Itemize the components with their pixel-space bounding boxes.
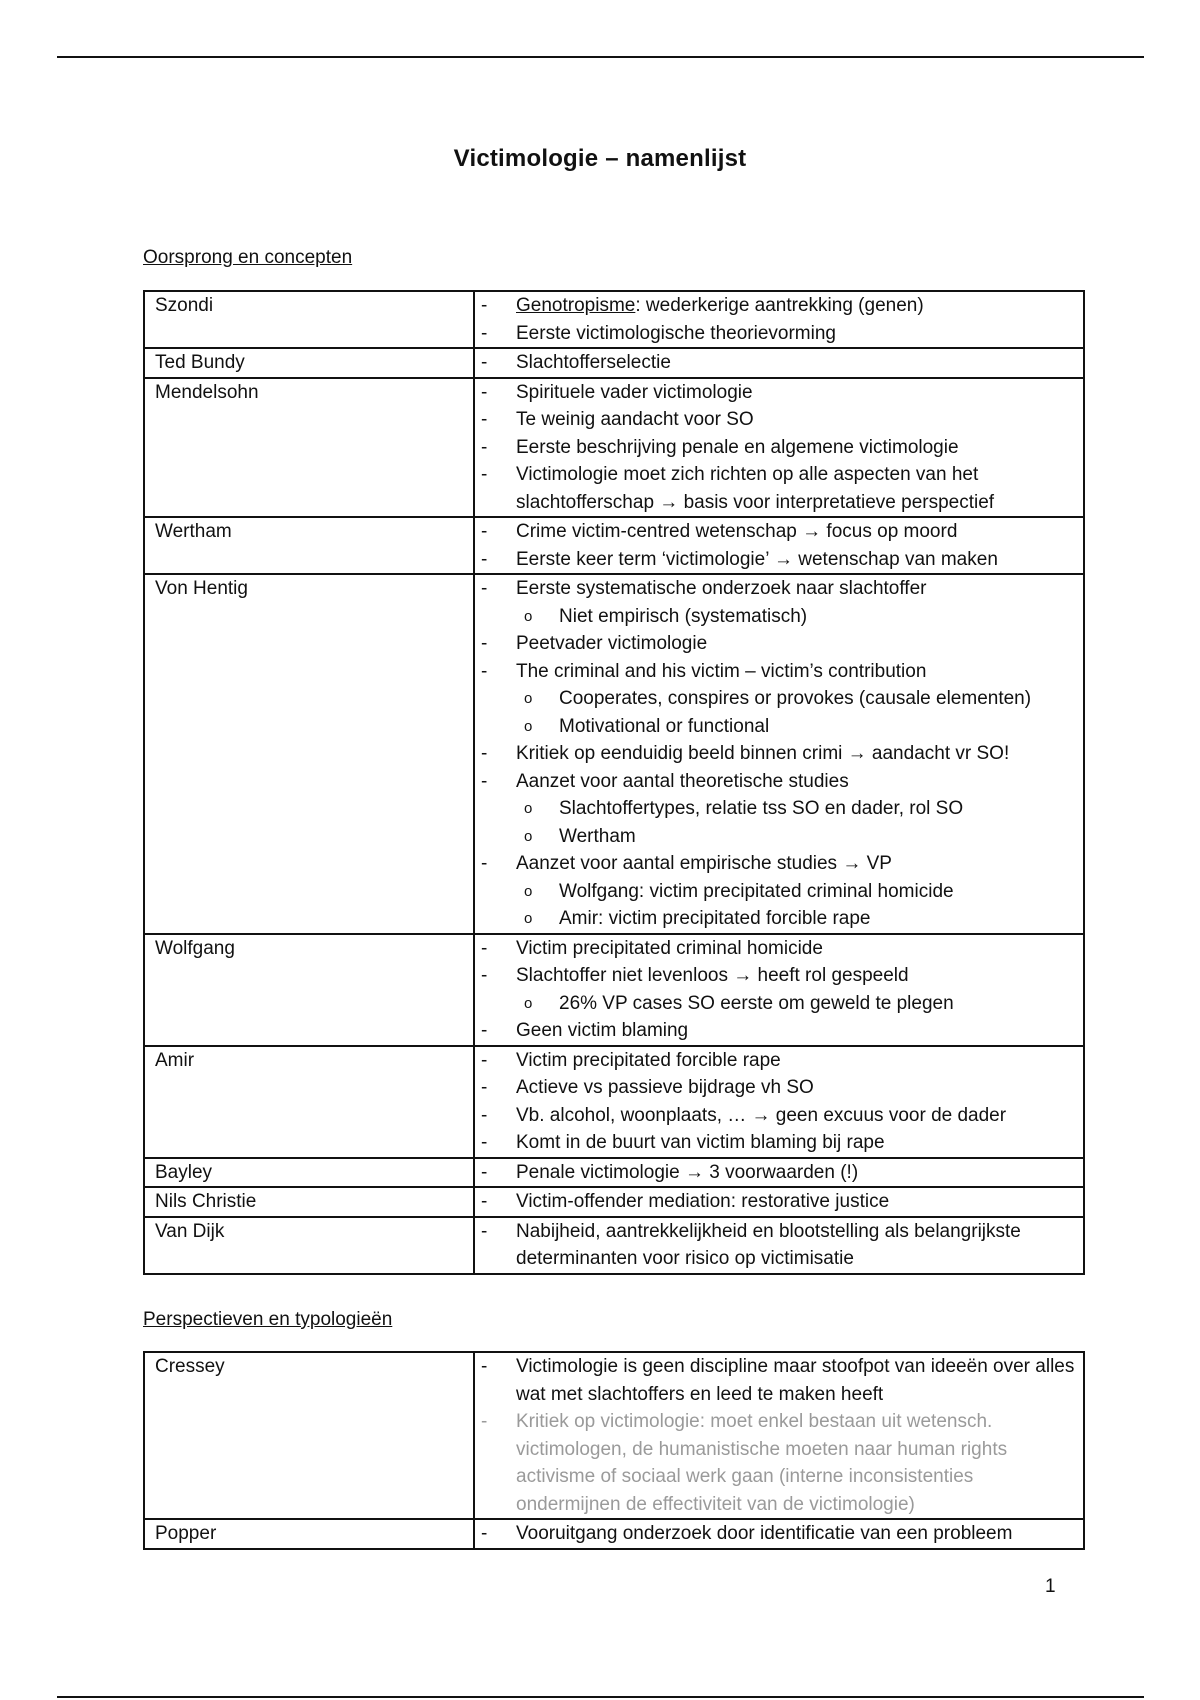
- list-item: [478, 1047, 1083, 1075]
- dash-bullet-icon: -: [481, 965, 488, 986]
- list-item: [478, 575, 1083, 603]
- dash-bullet-icon: -: [481, 322, 488, 344]
- bullet-list: [478, 1188, 1083, 1216]
- table-row: [144, 1158, 1084, 1188]
- page-title: Victimologie – namenlijst: [453, 145, 747, 172]
- list-item-text: Crime victim-centred wetenschap → focus op moord: [516, 521, 958, 542]
- list-item-text: : wederkerige aantrekking (genen): [635, 295, 924, 316]
- person-name: Van Dijk: [144, 1217, 474, 1274]
- dash-bullet-icon: -: [481, 1191, 488, 1212]
- list-item: [478, 1159, 1083, 1187]
- list-item: [478, 658, 1083, 686]
- person-notes: [474, 517, 1084, 574]
- list-item-text: Victim precipitated forcible rape: [516, 1049, 781, 1071]
- table-row: [144, 378, 1084, 518]
- table-row: [144, 348, 1084, 378]
- person-notes: [474, 934, 1084, 1046]
- dash-bullet-icon: -: [481, 578, 488, 599]
- dash-bullet-icon: -: [481, 521, 488, 542]
- list-item-text: Niet empirisch (systematisch): [559, 605, 808, 627]
- dash-bullet-icon: -: [481, 548, 488, 570]
- list-item: [478, 546, 1083, 574]
- list-item-text: Wolfgang: victim precipitated criminal homicide: [559, 880, 954, 902]
- dash-bullet-icon: -: [481, 436, 488, 458]
- list-item: [478, 905, 1083, 933]
- list-item-text: Cooperates, conspires or provokes (causale elementen): [559, 688, 1032, 709]
- table-row: [144, 1046, 1084, 1158]
- list-item-text: Victimologie moet zich richten op alle aspecten van het slachtofferschap → basis voor interpretatieve perspectief: [516, 464, 995, 513]
- person-notes: [474, 348, 1084, 378]
- list-item: [478, 461, 1083, 516]
- list-item: [478, 1520, 1083, 1548]
- table-row: [144, 517, 1084, 574]
- person-name: Szondi: [144, 291, 474, 348]
- list-item-text: Victimologie is geen discipline maar stoofpot van ideeën over alles wat met slachtoffers en leed te maken heeft: [516, 1356, 1075, 1405]
- person-notes: [474, 1158, 1084, 1188]
- list-item-text: Te weinig aandacht voor SO: [516, 409, 754, 430]
- list-item: [478, 603, 1083, 631]
- term-underlined: Genotropisme: [516, 295, 636, 316]
- list-item: [478, 685, 1083, 713]
- list-item: [478, 1074, 1083, 1102]
- bullet-list: [478, 1047, 1083, 1157]
- list-item-text: Vooruitgang onderzoek door identificatie van een probleem: [516, 1523, 1013, 1544]
- section-heading-perspectieven: Perspectieven en typologieën: [143, 1309, 393, 1330]
- person-notes: [474, 1187, 1084, 1217]
- bullet-list: [478, 1520, 1083, 1548]
- list-item: [478, 990, 1083, 1018]
- bullet-list: [478, 575, 1083, 933]
- list-item: [478, 292, 1083, 320]
- dash-bullet-icon: -: [481, 853, 488, 874]
- list-item: [478, 740, 1083, 768]
- dash-bullet-icon: -: [481, 770, 488, 792]
- person-name: Cressey: [144, 1352, 474, 1519]
- section-heading-oorsprong: Oorsprong en concepten: [143, 247, 353, 268]
- dash-bullet-icon: -: [481, 1220, 488, 1242]
- list-item: [478, 320, 1083, 348]
- person-notes: [474, 378, 1084, 518]
- table-row: [144, 291, 1084, 348]
- list-item: [478, 379, 1083, 407]
- dash-bullet-icon: -: [481, 1077, 488, 1098]
- bullet-list: [478, 935, 1083, 1045]
- dash-bullet-icon: -: [481, 1104, 488, 1126]
- dash-bullet-icon: -: [481, 381, 488, 403]
- table-row: [144, 574, 1084, 934]
- list-item-text: Komt in de buurt van victim blaming bij rape: [516, 1132, 885, 1153]
- list-item-text: 26% VP cases SO eerste om geweld te plegen: [559, 992, 954, 1014]
- list-item: [478, 935, 1083, 963]
- list-item: [478, 434, 1083, 462]
- list-item: [478, 962, 1083, 990]
- dash-bullet-icon: -: [481, 1411, 488, 1432]
- bullet-list: [478, 518, 1083, 573]
- list-item-text: Slachtoffer niet levenloos → heeft rol gespeeld: [516, 965, 909, 986]
- list-item: [478, 823, 1083, 851]
- list-item-text: Slachtofferselectie: [516, 352, 671, 373]
- list-item-text: Victim-offender mediation: restorative justice: [516, 1191, 890, 1212]
- list-item-text: Spirituele vader victimologie: [516, 381, 753, 403]
- circle-bullet-icon: o: [524, 717, 533, 735]
- list-item: [478, 878, 1083, 906]
- circle-bullet-icon: o: [524, 827, 533, 845]
- person-name: Bayley: [144, 1158, 474, 1188]
- bullet-list: [478, 1218, 1083, 1273]
- dash-bullet-icon: -: [481, 1356, 488, 1377]
- person-name: Wertham: [144, 517, 474, 574]
- list-item-text: Eerste victimologische theorievorming: [516, 322, 836, 344]
- list-item-text: Nabijheid, aantrekkelijkheid en blootstelling als belangrijkste determinanten voor risico op victimisatie: [516, 1220, 1021, 1269]
- list-item-text: Wertham: [559, 825, 636, 847]
- dash-bullet-icon: -: [481, 1523, 488, 1544]
- person-notes: [474, 291, 1084, 348]
- circle-bullet-icon: o: [524, 882, 533, 900]
- list-item-text: Kritiek op victimologie: moet enkel bestaan uit wetensch. victimologen, de humanistische moeten naar human rights activisme of sociaal werk gaan (interne inconsistenties ondermijnen de effectiviteit van de victimologie): [516, 1411, 1008, 1515]
- person-name: Wolfgang: [144, 934, 474, 1046]
- list-item-text: Amir: victim precipitated forcible rape: [559, 908, 871, 929]
- dash-bullet-icon: -: [481, 1049, 488, 1071]
- dash-bullet-icon: -: [481, 1161, 488, 1183]
- dash-bullet-icon: -: [481, 295, 488, 316]
- list-item-text: Eerste beschrijving penale en algemene victimologie: [516, 436, 959, 458]
- table-row: [144, 934, 1084, 1046]
- list-item: [478, 349, 1083, 377]
- list-item-text: The criminal and his victim – victim’s contribution: [516, 660, 927, 682]
- list-item: [478, 630, 1083, 658]
- dash-bullet-icon: -: [481, 1020, 488, 1041]
- names-table-oorsprong: [143, 290, 1085, 1275]
- list-item-text: Eerste keer term ‘victimologie’ → wetenschap van maken: [516, 548, 998, 570]
- table-row: [144, 1187, 1084, 1217]
- circle-bullet-icon: o: [524, 800, 533, 817]
- list-item-text: Peetvader victimologie: [516, 633, 708, 654]
- list-item: [478, 1188, 1083, 1216]
- circle-bullet-icon: o: [524, 910, 533, 927]
- bullet-list: [478, 349, 1083, 377]
- list-item: [478, 850, 1083, 878]
- person-name: Von Hentig: [144, 574, 474, 934]
- list-item-text: Slachtoffertypes, relatie tss SO en dader, rol SO: [559, 798, 964, 819]
- list-item: [478, 1408, 1083, 1518]
- names-table-perspectieven: [143, 1351, 1085, 1550]
- dash-bullet-icon: -: [481, 633, 488, 654]
- bullet-list: [478, 379, 1083, 517]
- list-item: [478, 406, 1083, 434]
- list-item: [478, 1353, 1083, 1408]
- list-item-text: Motivational or functional: [559, 715, 770, 737]
- list-item: [478, 768, 1083, 796]
- list-item-text: Geen victim blaming: [516, 1020, 689, 1041]
- list-item-text: Aanzet voor aantal theoretische studies: [516, 770, 849, 792]
- list-item-text: Aanzet voor aantal empirische studies → VP: [516, 853, 892, 874]
- header-rule: [57, 56, 1144, 58]
- list-item-text: Kritiek op eenduidig beeld binnen crimi → aandacht vr SO!: [516, 743, 1010, 764]
- bullet-list: [478, 292, 1083, 347]
- list-item: [478, 795, 1083, 823]
- person-name: Amir: [144, 1046, 474, 1158]
- bullet-list: [478, 1353, 1083, 1518]
- person-notes: [474, 1046, 1084, 1158]
- list-item: [478, 1218, 1083, 1273]
- person-name: Mendelsohn: [144, 378, 474, 518]
- circle-bullet-icon: o: [524, 994, 533, 1012]
- list-item-text: Victim precipitated criminal homicide: [516, 937, 823, 959]
- dash-bullet-icon: -: [481, 743, 488, 764]
- person-notes: [474, 1519, 1084, 1549]
- list-item-text: Penale victimologie → 3 voorwaarden (!): [516, 1161, 859, 1183]
- person-notes: [474, 1217, 1084, 1274]
- person-name: Nils Christie: [144, 1187, 474, 1217]
- person-name: Popper: [144, 1519, 474, 1549]
- table-row: [144, 1352, 1084, 1519]
- list-item: [478, 1129, 1083, 1157]
- list-item: [478, 713, 1083, 741]
- table-row: [144, 1519, 1084, 1549]
- table-row: [144, 1217, 1084, 1274]
- dash-bullet-icon: -: [481, 409, 488, 430]
- dash-bullet-icon: -: [481, 937, 488, 959]
- dash-bullet-icon: -: [481, 352, 488, 373]
- circle-bullet-icon: o: [524, 690, 533, 707]
- bullet-list: [478, 1159, 1083, 1187]
- dash-bullet-icon: -: [481, 1132, 488, 1153]
- list-item: [478, 1017, 1083, 1045]
- list-item-text: Eerste systematische onderzoek naar slachtoffer: [516, 578, 927, 599]
- page-number: 1: [1045, 1576, 1056, 1597]
- list-item-text: Vb. alcohol, woonplaats, … → geen excuus voor de dader: [516, 1104, 1007, 1126]
- person-notes: [474, 574, 1084, 934]
- list-item: [478, 1102, 1083, 1130]
- footer-rule: [57, 1696, 1144, 1698]
- list-item-text: Actieve vs passieve bijdrage vh SO: [516, 1077, 814, 1098]
- dash-bullet-icon: -: [481, 464, 488, 485]
- list-item: [478, 518, 1083, 546]
- dash-bullet-icon: -: [481, 660, 488, 682]
- person-name: Ted Bundy: [144, 348, 474, 378]
- person-notes: [474, 1352, 1084, 1519]
- circle-bullet-icon: o: [524, 607, 533, 625]
